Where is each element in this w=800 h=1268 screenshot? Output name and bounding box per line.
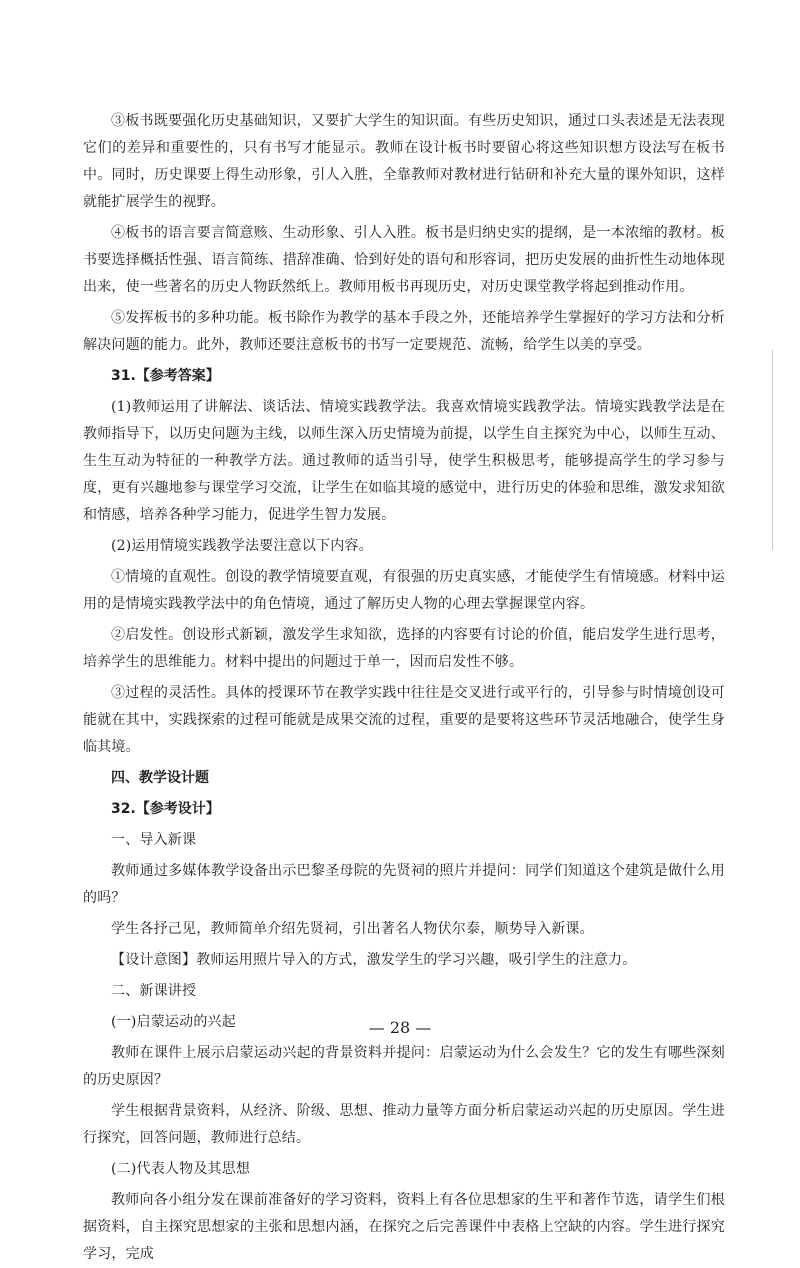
paragraph: 教师向各小组分发在课前准备好的学习资料，资料上有各位思想家的生平和著作节选，请学生们根据资料，自主探究思想家的主张和思想内涵，在探究之后完善课件中表格上空缺的内容。学生进行探究学习，完成: [83, 1192, 725, 1262]
document-body: [83, 108, 725, 1268]
paragraph: ②启发性。创设形式新颖，激发学生求知欲，选择的内容要有讨论的价值，能启发学生进行思考，培养学生的思维能力。材料中提出的问题过于单一，因而启发性不够。: [83, 627, 725, 670]
section-heading: 32.【参考设计】: [111, 801, 220, 817]
paragraph: ①情境的直观性。创设的教学情境要直观，有很强的历史真实感，才能使学生有情境感。材料中运用的是情境实践教学法中的角色情境，通过了解历史人物的心理去掌握课堂内容。: [83, 569, 725, 612]
section-heading: 四、教学设计题: [111, 770, 209, 786]
paragraph: (一)启蒙运动的兴起: [111, 1014, 236, 1030]
page-number: — 28 —: [368, 1018, 432, 1037]
paragraph: ④板书的语言要言简意赅、生动形象、引人入胜。板书是归纳史实的提纲，是一本浓缩的教材。板书要选择概括性强、语言简练、措辞准确、恰到好处的语句和形容词，把历史发展的曲折性生动地体现出来，使一些著名的历史人物跃然纸上。教师用板书再现历史，对历史课堂教学将起到推动作用。: [83, 225, 725, 295]
paragraph: 教师通过多媒体教学设备出示巴黎圣母院的先贤祠的照片并提问：同学们知道这个建筑是做什么用的吗？: [83, 863, 725, 906]
paragraph: (1)教师运用了讲解法、谈话法、情境实践教学法。我喜欢情境实践教学法。情境实践教学法是在教师指导下，以历史问题为主线，以师生深入历史情境为前提，以学生自主探究为中心，以师生互动、生生互动为特征的一种教学方法。通过教师的适当引导，使学生积极思考，能够提高学生的学习参与度，更有兴趣地参与课堂学习交流，让学生在如临其境的感觉中，进行历史的体验和思维，激发求知欲和情感，培养各种学习能力，促进学生智力发展。: [83, 399, 725, 523]
paragraph: ③过程的灵活性。具体的授课环节在教学实践中往往是交叉进行或平行的，引导参与时情境创设可能就在其中，实践探索的过程可能就是成果交流的过程，重要的是要将这些环节灵活地融合，使学生身临其境。: [83, 685, 725, 755]
paragraph: ⑤发挥板书的多种功能。板书除作为教学的基本手段之外，还能培养学生掌握好的学习方法和分析解决问题的能力。此外，教师还要注意板书的书写一定要规范、流畅，给学生以美的享受。: [83, 310, 725, 353]
paragraph: 二、新课讲授: [111, 983, 197, 999]
scan-margin-line: [772, 350, 773, 550]
paragraph: (二)代表人物及其思想: [111, 1161, 251, 1177]
paragraph: 学生根据背景资料，从经济、阶级、思想、推动力量等方面分析启蒙运动兴起的历史原因。学生进行探究，回答问题，教师进行总结。: [83, 1103, 725, 1146]
section-heading: 31.【参考答案】: [111, 368, 220, 384]
paragraph: 学生各抒己见，教师简单介绍先贤祠，引出著名人物伏尔泰，顺势导入新课。: [111, 921, 594, 937]
paragraph: (2)运用情境实践教学法要注意以下内容。: [111, 538, 373, 554]
paragraph: ③板书既要强化历史基础知识，又要扩大学生的知识面。有些历史知识，通过口头表述是无法表现它们的差异和重要性的，只有书写才能显示。教师在设计板书时要留心将这些知识想方设法写在板书中。同时，历史课要上得生动形象，引人入胜，全靠教师对教材进行钻研和补充大量的课外知识，这样就能扩展学生的视野。: [83, 113, 725, 210]
paragraph: 教师在课件上展示启蒙运动兴起的背景资料并提问：启蒙运动为什么会发生？它的发生有哪些深刻的历史原因？: [83, 1045, 725, 1088]
paragraph: 一、导入新课: [111, 832, 197, 848]
paragraph: 【设计意图】教师运用照片导入的方式，激发学生的学习兴趣，吸引学生的注意力。: [111, 952, 637, 968]
